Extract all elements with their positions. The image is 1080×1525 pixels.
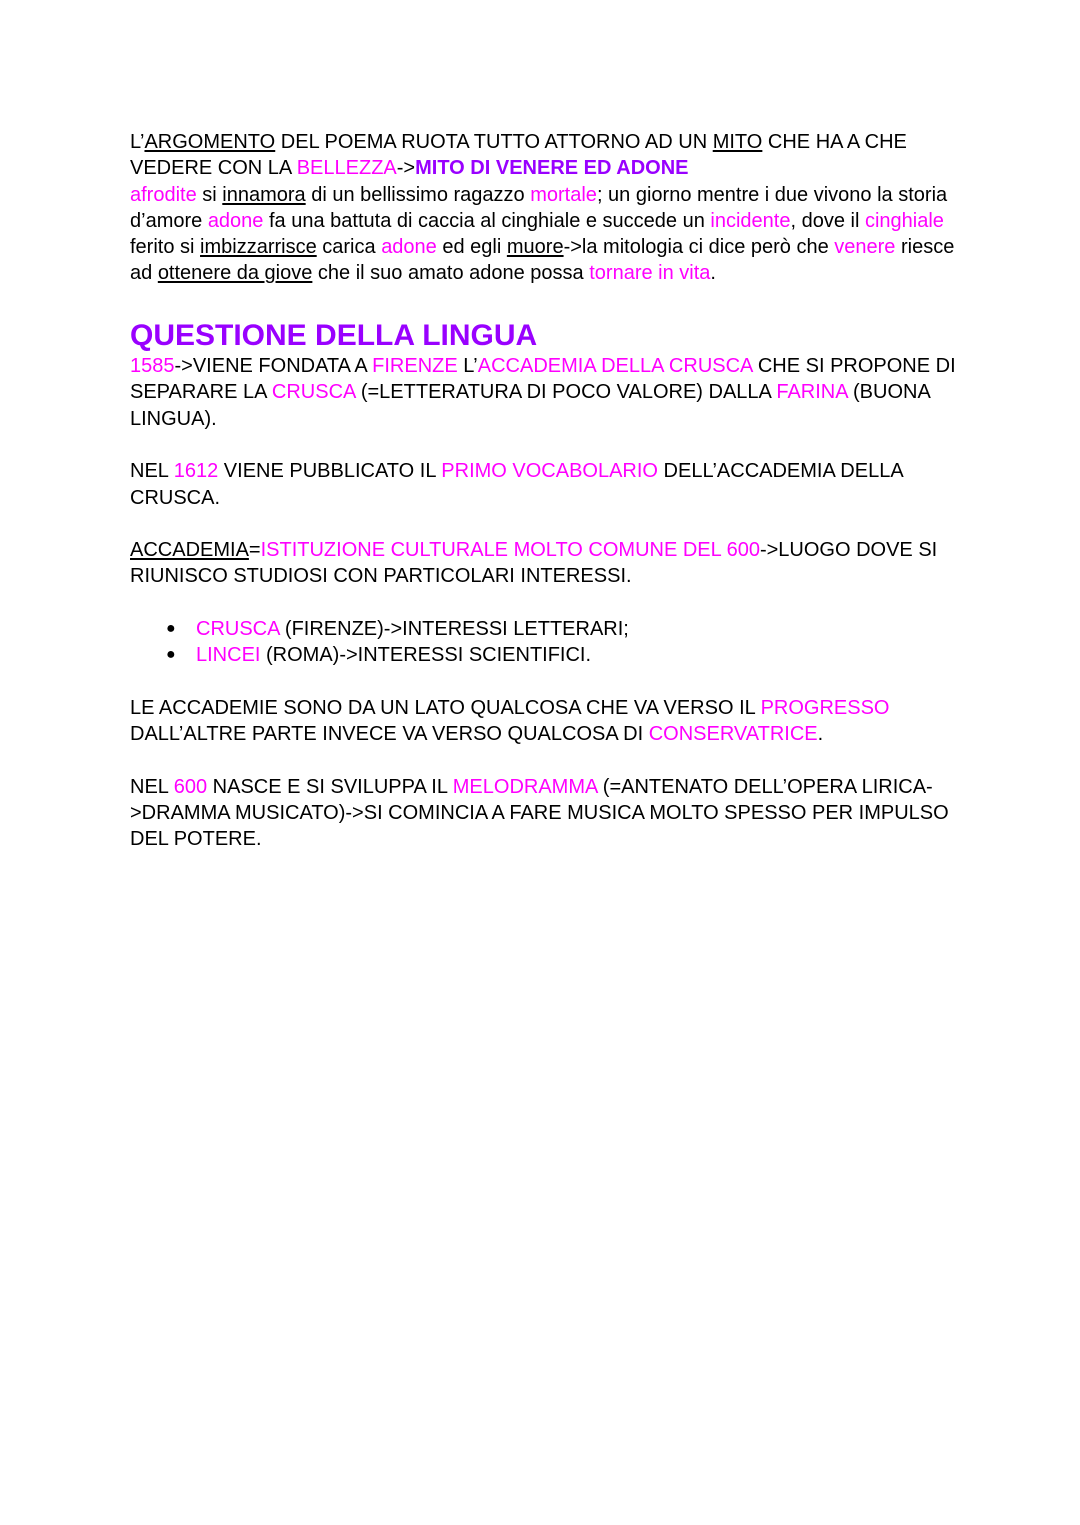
paragraph-accademie bbox=[130, 695, 960, 748]
bullet-icon: ● bbox=[166, 620, 176, 638]
highlight-text: FARINA bbox=[776, 381, 848, 404]
text-span: ->LUOGO DOVE SI RIUNISCO STUDIOSI CON PARTICOLARI INTERESSI. bbox=[130, 539, 938, 588]
highlight-text: BELLEZZA bbox=[296, 157, 397, 180]
text-span: ed egli bbox=[436, 236, 507, 259]
spacer bbox=[130, 511, 960, 537]
text-span: DEL POEMA RUOTA TUTTO ATTORNO AD UN bbox=[275, 131, 713, 153]
paragraph-afrodite bbox=[130, 182, 960, 287]
text-span: ->VIENE FONDATA A bbox=[174, 355, 373, 378]
underlined-text: muore bbox=[506, 236, 564, 259]
text-span: ferito si bbox=[130, 236, 201, 259]
bullet-icon: ● bbox=[166, 646, 176, 664]
highlight-text: ACCADEMIA DELLA CRUSCA bbox=[477, 355, 753, 378]
highlight-text: adone bbox=[381, 236, 437, 259]
text-span: LE ACCADEMIE SONO DA UN LATO QUALCOSA CHE VA VERSO IL bbox=[130, 696, 761, 719]
section-heading: QUESTIONE DELLA LINGUA bbox=[130, 319, 538, 353]
text-span: ->la mitologia ci dice però che bbox=[563, 236, 835, 259]
text-span: (ROMA)->INTERESSI SCIENTIFICI. bbox=[260, 644, 592, 667]
text-span: di un bellissimo ragazzo bbox=[305, 183, 531, 206]
highlight-text: ISTITUZIONE CULTURALE MOLTO COMUNE DEL 600 bbox=[260, 539, 760, 562]
list-item bbox=[166, 642, 960, 668]
spacer bbox=[130, 748, 960, 774]
text-span: NASCE E SI SVILUPPA IL bbox=[207, 775, 453, 798]
highlight-text: afrodite bbox=[130, 183, 197, 206]
highlight-text: venere bbox=[834, 236, 896, 259]
subtitle-mito: MITO DI VENERE ED ADONE bbox=[415, 157, 689, 180]
text-span: (=LETTERATURA DI POCO VALORE) DALLA bbox=[355, 381, 777, 404]
text-span: . bbox=[710, 262, 716, 285]
text-span: , dove il bbox=[790, 209, 865, 232]
text-span: riesce ad bbox=[130, 236, 955, 285]
highlight-text: PRIMO VOCABOLARIO bbox=[441, 460, 658, 483]
text-span: CHE SI PROPONE DI SEPARARE LA bbox=[130, 355, 956, 404]
underlined-text: MITO bbox=[712, 131, 763, 153]
text-span: DALL’ALTRE PARTE INVECE VA VERSO QUALCOSA DI bbox=[130, 723, 649, 746]
highlight-text: incidente bbox=[710, 209, 791, 232]
paragraph-accademia bbox=[130, 537, 960, 590]
text-span: (=ANTENATO DELL’OPERA LIRICA->DRAMMA MUSICATO)->SI COMINCIA A FARE MUSICA MOLTO SPESSO PER IMPULSO DEL POTERE. bbox=[130, 775, 949, 851]
highlight-text: PROGRESSO bbox=[760, 696, 890, 719]
bullet-list bbox=[130, 616, 960, 669]
text-span: -> bbox=[396, 157, 416, 180]
highlight-text: 1612 bbox=[173, 460, 219, 483]
highlight-text: 1585 bbox=[130, 355, 175, 378]
highlight-text: LINCEI bbox=[196, 644, 261, 667]
document-page bbox=[130, 129, 960, 853]
highlight-text: CRUSCA bbox=[271, 381, 356, 404]
highlight-text: tornare in vita bbox=[589, 262, 711, 285]
text-span: NEL bbox=[130, 775, 174, 798]
highlight-text: CONSERVATRICE bbox=[648, 723, 818, 746]
underlined-text: ottenere da giove bbox=[157, 262, 313, 285]
text-span: L’ bbox=[457, 355, 478, 378]
paragraph-1612 bbox=[130, 458, 960, 511]
highlight-text: MELODRAMMA bbox=[452, 775, 598, 798]
highlight-text: mortale bbox=[530, 183, 597, 206]
spacer bbox=[130, 590, 960, 616]
text-span: fa una battuta di caccia al cinghiale e succede un bbox=[263, 209, 711, 232]
spacer bbox=[130, 669, 960, 695]
paragraph-argomento bbox=[130, 129, 960, 182]
highlight-text: adone bbox=[207, 209, 264, 232]
paragraph-1585 bbox=[130, 353, 960, 432]
text-span: ; un giorno mentre i due vivono la storia d’amore bbox=[130, 183, 948, 232]
text-span: (BUONA LINGUA). bbox=[130, 381, 930, 430]
text-span: . bbox=[817, 723, 824, 746]
paragraph-melodramma bbox=[130, 774, 960, 853]
text-span: CHE HA A CHE VEDERE CON LA bbox=[130, 131, 907, 180]
text-span: L’ bbox=[130, 131, 145, 153]
highlight-text: CRUSCA bbox=[196, 618, 280, 641]
text-span: che il suo amato adone possa bbox=[312, 262, 590, 285]
text-span: (FIRENZE)->INTERESSI LETTERARI; bbox=[279, 618, 629, 641]
underlined-text: imbizzarrisce bbox=[200, 236, 317, 259]
underlined-text: ACCADEMIA bbox=[130, 539, 249, 562]
list-item bbox=[166, 616, 960, 642]
underlined-text: innamora bbox=[222, 183, 306, 206]
text-span: = bbox=[248, 539, 261, 562]
underlined-text: ARGOMENTO bbox=[144, 131, 276, 153]
highlight-text: FIRENZE bbox=[372, 355, 458, 378]
text-span: carica bbox=[316, 236, 382, 259]
text-span: si bbox=[196, 183, 223, 206]
text-span: VIENE PUBBLICATO IL bbox=[218, 460, 442, 483]
highlight-text: cinghiale bbox=[864, 209, 944, 232]
highlight-text: 600 bbox=[173, 775, 208, 798]
text-span: NEL bbox=[130, 460, 174, 483]
spacer bbox=[130, 287, 960, 313]
text-span: DELL’ACCADEMIA DELLA CRUSCA. bbox=[130, 460, 903, 509]
spacer bbox=[130, 432, 960, 458]
